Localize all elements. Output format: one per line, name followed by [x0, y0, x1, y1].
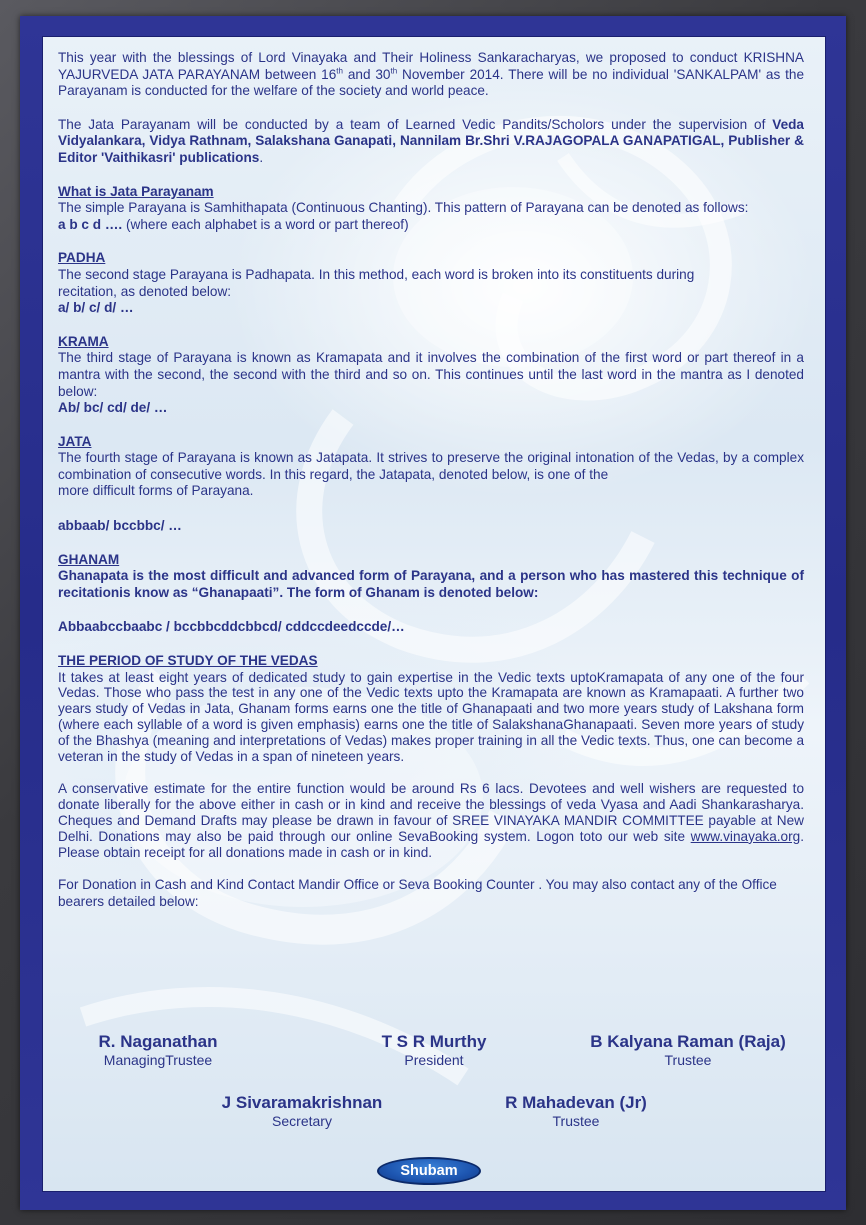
- bearer-name: B Kalyana Raman (Raja): [590, 1032, 786, 1051]
- intro-paragraph: This year with the blessings of Lord Vinayaka and Their Holiness Sankaracharyas, we proposed to conduct KRISHNA YAJURVEDA JATA PARAYANAM between 16th and 30th November 2014. There will be no individual 'SANKALPAM' as the Parayanam is conducted for the welfare of the society and world peace.: [58, 50, 804, 99]
- section-heading-ghanam: GHANAM: [58, 551, 120, 567]
- section-heading-padha: PADHA: [58, 250, 106, 266]
- jata-text-line2: more difficult forms of Parayana.: [58, 483, 254, 499]
- padha-example: a/ b/ c/ d/ …: [58, 300, 134, 316]
- flyer-panel: [42, 36, 826, 1192]
- bearer-role: Secretary: [272, 1113, 332, 1129]
- padha-text-line1: The second stage Parayana is Padhapata. In this method, each word is broken into its constituents during: [58, 266, 695, 282]
- section-heading-what: What is Jata Parayanam: [58, 183, 214, 199]
- donation-paragraph: A conservative estimate for the entire function would be around Rs 6 lacs. Devotees and well wishers are requested to donate liberally for the above either in cash or in kind and receive the blessings of veda Vyasa and Aadi Shankarasharya. Cheques and Demand Drafts may please be drawn in favour of SREE VINAYAKA MANDIR COMMITTEE payable at New Delhi. Donations may also be paid through our online SevaBooking system. Logon toto our web site www.vinayaka.org. Please obtain receipt for all donations made in cash or in kind.: [58, 781, 804, 860]
- office-bearers: [43, 1032, 825, 1132]
- bearer-role: Trustee: [664, 1052, 712, 1068]
- bearer-card: [558, 1032, 818, 1068]
- period-text: It takes at least eight years of dedicated study to gain expertise in the Vedic texts uptoKramapata of any one of the four Vedas. Those who pass the test in any one of the Vedic texts upto the Kramapata are known as Kramapaati. A further two years study of Vedas in Jata, Ghanam forms earns one the title of Ghanapaati and two more years study of Lakshana form (where each syllable of a word is given emphasis) earns one the title of SalakshanaGhanapaati. Seven more years of study of the Bhashya (meaning and interpretations of Vedas) makes proper training in all the Vedic texts. Thus, one can become a veteran in the study of Vedas in a span of nineteen years.: [58, 669, 804, 764]
- bearer-name: R. Naganathan: [98, 1032, 218, 1051]
- padha-text-line2: recitation, as denoted below:: [58, 283, 232, 299]
- bearer-role: Trustee: [552, 1113, 600, 1129]
- contact-paragraph: For Donation in Cash and Kind Contact Mandir Office or Seva Booking Counter . You may also contact any of the Office bearers detailed below:: [58, 877, 777, 909]
- bearer-name: R Mahadevan (Jr): [505, 1093, 647, 1112]
- ghanam-text: Ghanapata is the most difficult and advanced form of Parayana, and a person who has mastered this technique of recitationis know as “Ghanapaati”. The form of Ghanam is denoted below:: [58, 568, 804, 600]
- section-heading-krama: KRAMA: [58, 333, 109, 349]
- section-heading-period: THE PERIOD OF STUDY OF THE VEDAS: [58, 653, 318, 669]
- flyer-body: [58, 50, 804, 911]
- jata-text-line1: The fourth stage of Parayana is known as Jatapata. It strives to preserve the original intonation of the Vedas, by a complex combination of consecutive words. In this regard, the Jatapata, denoted below, is one of the: [58, 450, 804, 482]
- jata-example: abbaab/ bccbbc/ …: [58, 518, 182, 534]
- ghanam-example: Abbaabccbaabc / bccbbcddcbbcd/ cddccdeedccde/…: [58, 619, 405, 635]
- section-heading-jata: JATA: [58, 433, 92, 449]
- bearer-name: T S R Murthy: [381, 1032, 487, 1051]
- krama-text: The third stage of Parayana is known as Kramapata and it involves the combination of the first word or part thereof in a mantra with the second, the second with the third and so on. This continues until the last word in the mantra as I denoted below:: [58, 350, 804, 399]
- bearer-role: President: [404, 1052, 464, 1068]
- bearer-card: [42, 1032, 288, 1068]
- shubam-badge: Shubam: [377, 1157, 481, 1185]
- bearer-card: [446, 1093, 706, 1129]
- bearer-role: ManagingTrustee: [103, 1052, 213, 1068]
- bearer-card: [172, 1093, 432, 1129]
- bearer-name: J Sivaramakrishnan: [221, 1093, 383, 1112]
- krama-example: Ab/ bc/ cd/ de/ …: [58, 400, 168, 416]
- what-example: a b c d …. (where each alphabet is a word or part thereof): [58, 216, 409, 232]
- what-text: The simple Parayana is Samhithapata (Continuous Chanting). This pattern of Parayana can be denoted as follows:: [58, 200, 749, 216]
- supervision-paragraph: The Jata Parayanam will be conducted by a team of Learned Vedic Pandits/Scholors under the supervision of Veda Vidyalankara, Vidya Rathnam, Salakshana Ganapati, Nannilam Br.Shri V.RAJAGOPALA GANAPATIGAL, Publisher & Editor 'Vaithikasri' publications.: [58, 116, 804, 165]
- bearer-card: [304, 1032, 564, 1068]
- website-link[interactable]: www.vinayaka.org: [690, 828, 801, 844]
